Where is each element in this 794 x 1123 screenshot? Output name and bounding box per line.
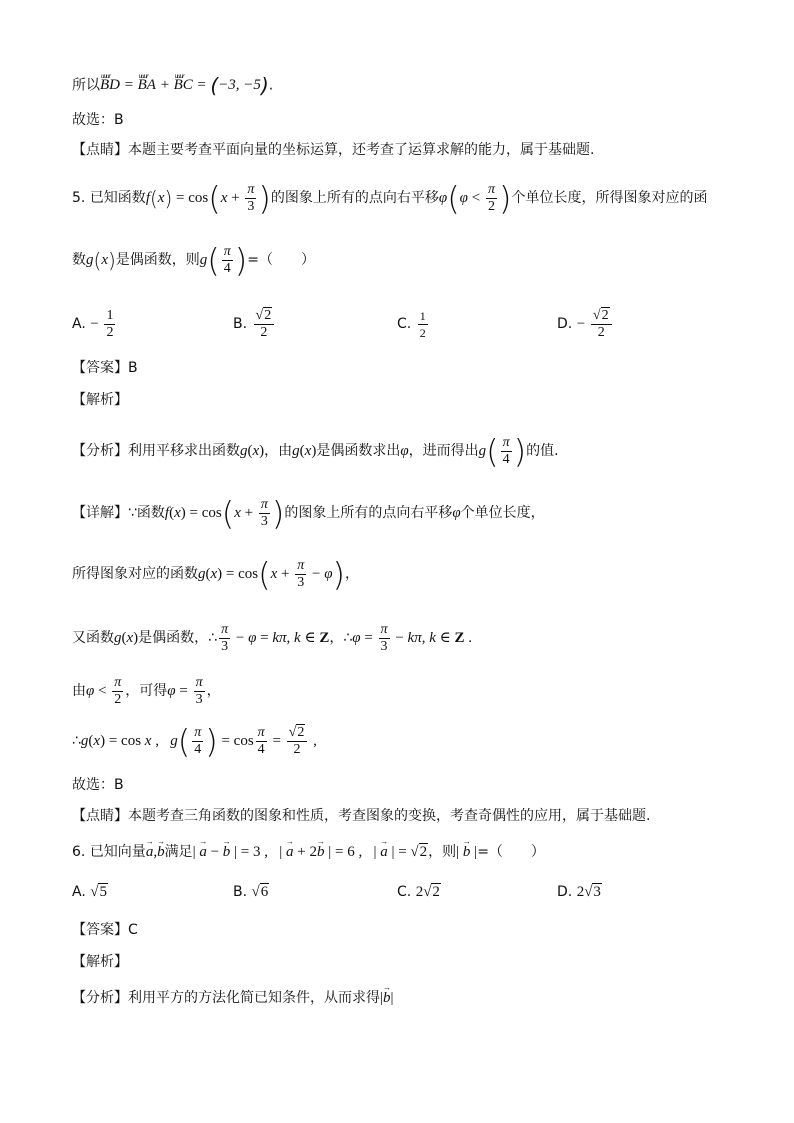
text: 所以 (72, 77, 100, 94)
step-1: 所得图象对应的函数g(x) = cos(x + $\frac{\pi}{3}$ − φ)， (72, 555, 360, 594)
option-c: C. $\frac{1}{2}$ (397, 309, 426, 340)
step-2: 又函数g(x)是偶函数，∴ $\frac{\pi}{3}$ − φ = kπ, k ∈ Z，∴φ = $\frac{\pi}{3}$ − kπ, k ∈ Z . (72, 622, 473, 654)
text: 个单位长度，所得图象对应的函 (511, 189, 708, 206)
choice-line: 故选：B (72, 112, 124, 128)
analysis-label-5: 【解析】 (72, 392, 128, 408)
line-vector-result (72, 70, 273, 102)
question-5-line-2 (72, 241, 316, 280)
step-4: ∴g(x) = cos x , g( $\frac{\pi}{4}$ ) = cos $\frac{\pi}{4}$ = $\frac{√2}{2}$ , (72, 722, 317, 761)
answer-6: 【答案】C (72, 922, 138, 938)
note-line-5: 【点睛】本题考查三角函数的图象和性质，考查图象的变换，考查奇偶性的应用，属于基础题. (72, 808, 651, 824)
question-5-line-1 (72, 179, 708, 218)
question-number: 5. (72, 189, 86, 206)
text: 是偶函数，则 (115, 251, 200, 268)
math-g-pi4: g( $\frac{\pi}{4}$ ) (199, 241, 248, 280)
text: 数 (72, 251, 86, 268)
question-6: 6. 已知向量→ a,→ b满足| → a − → b | = 3 , | → a + 2→ b | = 6 , | → a | = √2，则| → b |=（ ） (72, 842, 545, 862)
analysis-label-6: 【解析】 (72, 954, 128, 970)
option-6a: A. √5 (72, 884, 107, 900)
text: 的图象上所有的点向右平移 (270, 189, 439, 206)
text: . (268, 77, 274, 94)
option-a: A. − $\frac{1}{2}$ (72, 308, 114, 340)
math-f-def: f(x) = cos(x + $\frac{\pi}{3}$ ) (145, 179, 271, 218)
math-vector-sum: uuur BD = uuur BA + uuur BC = (−3, −5) (100, 77, 269, 93)
choice-line-5: 故选：B (72, 777, 124, 793)
text: 已知函数 (89, 189, 146, 206)
detail-5: 【详解】∵函数f(x) = cos(x + $\frac{\pi}{3}$ )的图象上所有的点向右平移φ个单位长度， (72, 494, 545, 533)
math-g: g(x) (86, 248, 116, 273)
option-d: D. − $\frac{√2}{2}$ (557, 308, 614, 341)
option-6b: B. √6 (233, 884, 269, 900)
option-6d: D. 2√3 (557, 884, 601, 900)
text: =（ ） (247, 251, 316, 268)
step-3: 由φ < $\frac{\pi}{2}$ ，可得φ = $\frac{\pi}{3}$ ， (72, 675, 221, 707)
option-b: B. $\frac{√2}{2}$ (233, 308, 276, 341)
analysis-6: 【分析】利用平方的方法化简已知条件，从而求得|→ b| (72, 988, 394, 1008)
option-6c: C. 2√2 (397, 884, 440, 900)
note-line: 【点睛】本题主要考查平面向量的坐标运算，还考查了运算求解的能力，属于基础题. (72, 142, 595, 158)
math-phi: φ(φ < $\frac{\pi}{2}$ ) (438, 179, 512, 218)
analysis-5: 【分析】利用平移求出函数g(x)，由g(x)是偶函数求出φ，进而得出g( $\frac{\pi}{4}$ )的值. (72, 432, 559, 471)
answer-5: 【答案】B (72, 360, 138, 376)
